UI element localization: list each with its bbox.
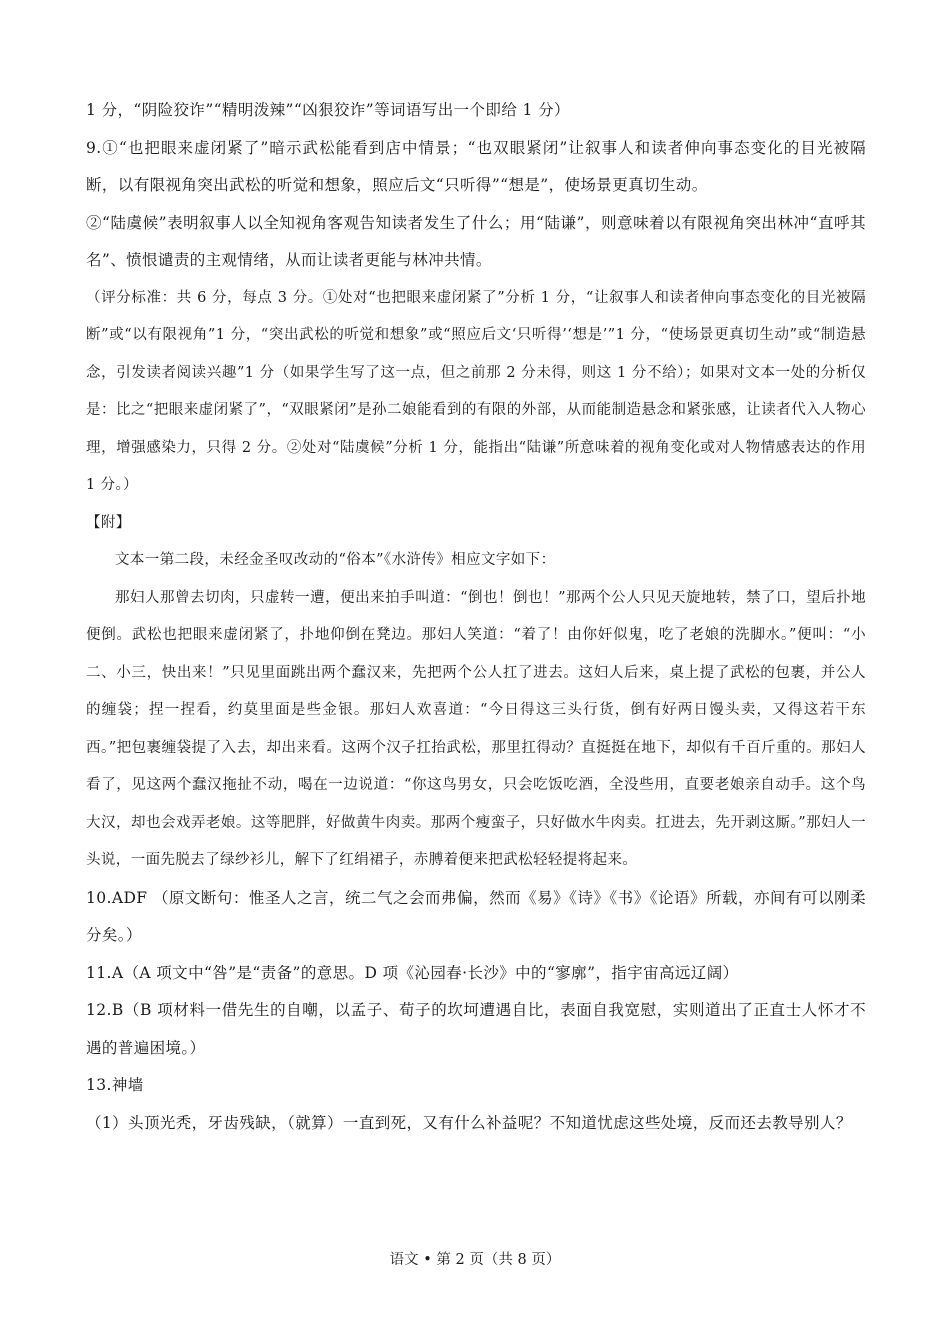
answer-9-point-1: 9.①“也把眼来虚闭紧了”暗示武松能看到店中情景；“也双眼紧闭”让叙事人和读者伸向事态变化的目光被隔断，以有限视角突出武松的听觉和想象，照应后文“只听得”“想是”，使场景更真切生动。	[86, 138, 866, 194]
answer-12: 12.B（B 项材料一借先生的自嘲，以孟子、荀子的坎坷遭遇自比，表面自我宽慰，实则道出了正直士人怀才不遇的普遍困境。）	[86, 1001, 866, 1057]
answer-11: 11.A（A 项文中“咎”是“责备”的意思。D 项《沁园春·长沙》中的“寥廓”，指宇宙高远辽阔）	[86, 963, 739, 982]
answer-13-heading: 13.神墙	[86, 1076, 144, 1094]
document-body	[86, 92, 866, 1142]
answer-10: 10.ADF （原文断句：惟圣人之言，统二气之会而弗偏，然而《易》《诗》《书》《论语》所载，亦间有可以刚柔分矣。）	[86, 888, 866, 944]
answer-13-translation-1: （1）头顶光秃，牙齿残缺，（就算）一直到死，又有什么补益呢？不知道忧虑这些处境，反而还去教导别人？	[86, 1113, 852, 1132]
appendix-passage: 那妇人那曾去切肉，只虚转一遭，便出来拍手叫道：“倒也！倒也！”那两个公人只见天旋地转，禁了口，望后扑地便倒。武松也把眼来虚闭紧了，扑地仰倒在凳边。那妇人笑道：“着了！由你奸似鬼，吃了老娘的洗脚水。”便叫：“小二、小三，快出来！”只见里面跳出两个蠢汉来，先把两个公人扛了进去。这妇人后来，桌上提了武松的包裹，并公人的缠袋；捏一捏看，约莫里面是些金银。那妇人欢喜道：“今日得这三头行货，倒有好两日馒头卖，又得这若干东西。”把包裹缠袋提了入去，却出来看。这两个汉子扛抬武松，那里扛得动？直挺挺在地下，却似有千百斤重的。那妇人看了，见这两个蠢汉拖扯不动，喝在一边说道：“你这鸟男女，只会吃饭吃酒，全没些用，直要老娘亲自动手。这个鸟大汉，却也会戏弄老娘。这等肥胖，好做黄牛肉卖。那两个瘦蛮子，只好做水牛肉卖。扛进去，先开剥这厮。”那妇人一头说，一面先脱去了绿纱衫儿，解下了红绢裙子，赤膊着便来把武松轻轻提将起来。	[86, 589, 866, 868]
appendix-heading: 【附】	[86, 514, 131, 531]
answer-8-tail: 1 分，“阴险狡诈”“精明泼辣”“凶狠狡诈”等词语写出一个即给 1 分）	[86, 101, 570, 119]
answer-9-scoring-criteria: （评分标准：共 6 分，每点 3 分。①处对“也把眼来虚闭紧了”分析 1 分，“让叙事人和读者伸向事态变化的目光被隔断”或“以有限视角”1 分，“突出武松的听觉和想象”或“照应后文‘只听得’‘想是’”1 分，“使场景更真切生动”或“制造悬念，引发读者阅读兴趣”1 分（如果学生写了这一点，但之前那 2 分未得，则这 1 分不给）；如果对文本一处的分析仅是：比之“把眼来虚闭紧了”，“双眼紧闭”是孙二娘能看到的有限的外部，从而能制造悬念和紧张感，让读者代入人物心理，增强感染力，只得 2 分。②处对“陆虞候”分析 1 分，能指出“陆谦”所意味着的视角变化或对人物情感表达的作用 1 分。）	[86, 289, 866, 493]
appendix-intro: 文本一第二段，未经金圣叹改动的“俗本”《水浒传》相应文字如下：	[115, 552, 556, 568]
answer-9-point-2: ②“陆虞候”表明叙事人以全知视角客观告知读者发生了什么；用“陆谦”，则意味着以有限视角突出林冲“直呼其名”、愤恨谴责的主观情绪，从而让读者更能与林冲共情。	[86, 213, 866, 269]
page-footer: 语文 • 第 2 页（共 8 页）	[389, 1252, 561, 1268]
